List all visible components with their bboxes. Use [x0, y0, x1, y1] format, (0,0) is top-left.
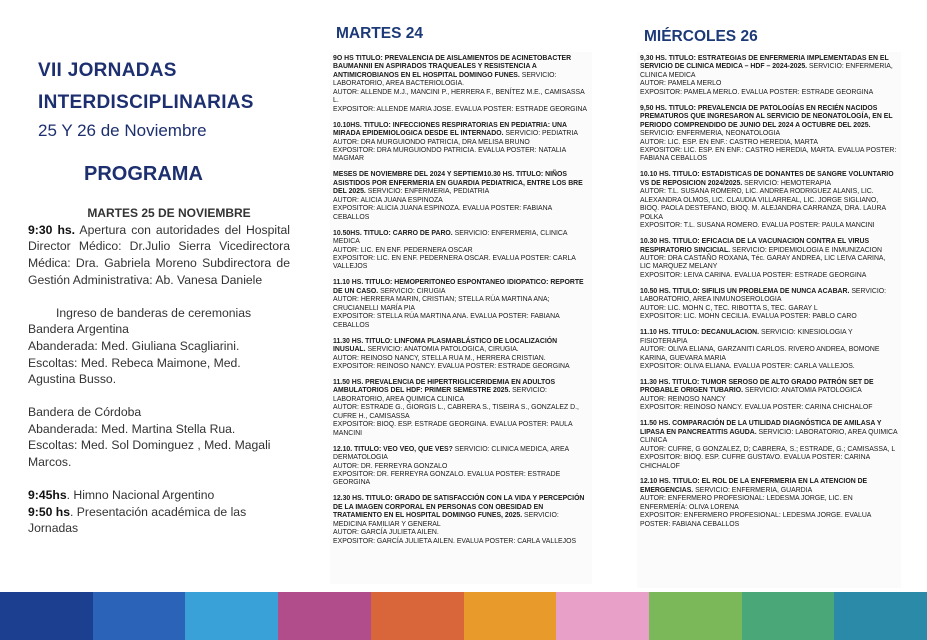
schedule-entry — [333, 446, 589, 488]
entry-title: 12.30 HS. TITULO: GRADO DE SATISFACCIÓN CON LA VIDA Y PERCEPCIÓN DE LA IMAGEN CORPORAL EN PERSONAS CON OBESIDAD EN TRATAMIENTO EN EL HOSPITAL DOMINGO FUNES, 2025. — [333, 495, 585, 520]
opening-text: Apertura con autoridades del Hospital Director Médico: Dr.Julio Sierra Vicedirectora Médica: Dra. Gabriela Moreno Subdirectora de Gestión Administrativa: Ab. Vanesa Daniele — [28, 222, 291, 287]
entry-title: 10.10 HS. TITULO: ESTADISTICAS DE DONANTES DE SANGRE VOLUNTARIO VS DE REPOSICION 2024/2025. — [640, 171, 894, 187]
subtitle-dates: 25 Y 26 de Noviembre — [38, 121, 207, 140]
entry-detail: AUTOR: ENFERMERO PROFESIONAL: LEDESMA JORGE, LIC. EN ENFERMERÍA: OLIVA LORENA — [640, 495, 853, 511]
entry-detail: SERVICIO: ANATOMIA PATOLOGICA, CIRUGIA. — [365, 346, 519, 354]
entry-detail: SERVICIO: LABORATORIO, AREA QUIMICA CLINICA — [333, 387, 547, 403]
title-line-2: INTERDISCIPLINARIAS — [38, 92, 254, 113]
left-program-block — [28, 205, 290, 537]
entry-detail: AUTOR: OLIVA ELIANA, GARZANITI CARLOS. RIVERO ANDREA, BOMONE KARINA, GUEVARA MARIA — [640, 346, 880, 362]
entry-detail: SERVICIO: ENFERMERIA, GUARDIA — [693, 486, 813, 494]
schedule-entry — [333, 279, 589, 330]
entry-detail: EXPOSITOR: STELLA RÚA MARTINA ANA. EVALUA POSTER: FABIANA CEBALLOS — [333, 313, 560, 329]
entry-detail: EXPOSITOR: DRA MURGUIONDO PATRICIA. EVALUA POSTER: NATALIA MAGMAR — [333, 147, 566, 163]
presentation-time: 9:50 hs — [28, 504, 71, 519]
miercoles-schedule — [637, 52, 901, 588]
entry-detail: EXPOSITOR: REINOSO NANCY. EVALUA POSTER: CARINA CHICHALOF — [640, 404, 873, 412]
entry-detail: AUTOR: GARCÍA JULIETA AILEN. — [333, 529, 439, 537]
entry-detail: EXPOSITOR: GARCÍA JULIETA AILEN. EVALUA POSTER: CARLA VALLEJOS — [333, 537, 577, 545]
entry-detail: SERVICIO: ENFERMERIA, NEONATOLOGIA — [640, 130, 781, 138]
flag-argentina: Bandera Argentina — [28, 322, 129, 337]
entry-detail: AUTOR: ALLENDE M.J., MANCINI P., HERRERA F., BENÍTEZ M.E., CAMISASSA L. — [333, 88, 585, 105]
escorts-cordoba: Escoltas: Med. Sol Dominguez , Med. Magali Marcos. — [28, 438, 271, 470]
entry-detail: SERVICIO: ENFERMERIA, CLINICA MEDICA — [640, 63, 893, 79]
stripe-segment — [649, 592, 742, 640]
entry-title: 10.50HS. TITULO: CARRO DE PARO. — [333, 229, 453, 237]
entry-detail: EXPOSITOR: BIOQ. ESP. CUFRE GUSTAVO. EVALUA POSTER: CARINA CHICHALOF — [640, 454, 870, 470]
decorative-color-stripe — [0, 592, 927, 640]
martes-schedule — [330, 52, 592, 584]
schedule-entry — [333, 495, 589, 546]
schedule-entry — [333, 55, 589, 114]
stripe-segment — [742, 592, 835, 640]
entry-detail: SERVICIO: LABORATORIO, AREA QUIMICA CLINICA — [640, 428, 898, 445]
entry-detail: AUTOR: LIC. ESP. EN ENF.: CASTRO HEREDIA, MARTA — [640, 138, 818, 146]
entry-detail: AUTOR: T.L. SUSANA ROMERO, LIC. ANDREA RODRIGUEZ ALANIS, LIC. ALEXANDRA OLMOS, LIC. CLAUDIA VILLARREAL, LIC. JORGE SIGLIANO, BIOQ. PAOLA DESTEFANO, BIOQ. M. ALEJANDRA CARRANZA, DRA. LAURA POLKA — [640, 188, 886, 221]
flags-intro: Ingreso de banderas de ceremonias — [56, 305, 252, 320]
title-line-1: VII JORNADAS — [38, 60, 177, 81]
entry-detail: EXPOSITOR: LIC. EN ENF. PEDERNERA OSCAR. EVALUA POSTER: CARLA VALLEJOS — [333, 255, 576, 271]
schedule-entry — [640, 420, 898, 471]
opening-time: 9:30 hs. — [28, 222, 76, 237]
schedule-entry — [640, 329, 898, 371]
entry-title: 11.50 HS. COMPARACIÓN DE LA UTILIDAD DIAGNÓSTICA DE AMILASA Y LIPASA EN PANCREATITIS AGUDA. — [640, 420, 882, 436]
entry-detail: SERVICIO: ANATOMIA PATOLOGICA — [742, 387, 862, 395]
entry-detail: EXPOSITOR: ALLENDE MARIA JOSE. EVALUA POSTER: ESTRADE GEORGINA — [333, 105, 588, 113]
entry-title: 11.30 HS. TITULO: LINFOMA PLASMABLÁSTICO DE LOCALIZACIÓN INUSUAL. — [333, 337, 558, 354]
date-heading: MARTES 25 DE NOVIEMBRE — [87, 206, 251, 220]
stripe-segment — [0, 592, 93, 640]
entry-detail: SERVICIO: CLINICA MEDICA, AREA DERMATOLOGIA — [333, 445, 569, 462]
entry-title: 10.10HS. TITULO: INFECCIONES RESPIRATORIAS EN PEDIATRIA: UNA MIRADA EPIDEMIOLOGICA DESDE EL INTERNADO. — [333, 121, 567, 138]
entry-title: 12.10. TITULO: VEO VEO, QUE VES? — [333, 445, 453, 453]
stripe-segment — [371, 592, 464, 640]
entry-detail: SERVICIO: MEDICINA FAMILIAR Y GENERAL — [333, 512, 559, 528]
stripe-segment — [278, 592, 371, 640]
presentation-text: . Presentación académica de las Jornadas — [28, 504, 247, 536]
entry-detail: SERVICIO: ENFERMERIA, PEDIATRIA — [365, 188, 490, 196]
entry-detail: EXPOSITOR: LIC. ESP. EN ENF.: CASTRO HEREDIA, MARTA. EVALUA POSTER: FABIANA CEBALLOS — [640, 147, 897, 163]
entry-detail: SERVICIO: PEDIATRIA — [503, 130, 578, 138]
entry-title: 11.30 HS. TITULO: TUMOR SEROSO DE ALTO GRADO PATRÓN SET DE PROBABLE ORIGEN TUBARIO. — [640, 378, 874, 395]
entry-detail: AUTOR: REINOSO NANCY, STELLA RUA M., HERRERA CRISTIAN. — [333, 354, 546, 362]
entry-detail: SERVICIO: LABORATORIO, AREA INMUNOSEROLOGIA — [640, 287, 887, 304]
flag-bearer-argentina: Abanderada: Med. Giuliana Scagliarini. — [28, 338, 240, 353]
schedule-entry — [640, 105, 898, 164]
entry-title: MESES DE NOVIEMBRE DEL 2024 Y SEPTIEM10.30 HS. TITULO: NIÑOS ASISTIDOS POR ENFERMERIA EN GUARDIA PEDIATRICA, ENTRE LOS BRE DEL 2025. — [333, 171, 583, 196]
schedule-entry — [333, 379, 589, 438]
entry-detail: EXPOSITOR: ENFERMERO PROFESIONAL: LEDESMA JORGE. EVALUA POSTER: FABIANA CEBALLOS — [640, 512, 872, 528]
entry-detail: AUTOR: PAMELA MERLO — [640, 80, 722, 88]
entry-title: 9,50 HS. TITULO: PREVALENCIA DE PATOLOGÍAS EN RECIÉN NACIDOS PREMATUROS QUE INGRESARON AL SERVICIO DE NEONATOLOGÍA, EN EL PERIODO COMPRENDIDO DE JUNIO DEL 2024 A OCTUBRE DEL 2025. — [640, 104, 893, 129]
anthem-text: . Himno Nacional Argentino — [66, 487, 215, 502]
schedule-entry — [640, 171, 898, 230]
programa-heading: PROGRAMA — [84, 163, 203, 185]
entry-detail: SERVICIO: EPIDEMIOLOGIA E INMUNIZACION — [730, 246, 882, 254]
anthem-line — [28, 487, 290, 504]
entry-detail: EXPOSITOR: LIC. MOHN CECILIA. EVALUA POSTER: PABLO CARO — [640, 313, 857, 321]
entry-title: 10.30 HS. TITULO: EFICACIA DE LA VACUNACION CONTRA EL VIRUS RESPIRATORIO SINCICIAL. — [640, 238, 870, 254]
miercoles-heading: MIÉRCOLES 26 — [644, 28, 758, 45]
entry-detail: AUTOR: ESTRADE G., GIORGIS L., CABRERA S., TISEIRA S., GONZALEZ D., CUFRE H., CAMISASSA — [333, 404, 579, 420]
stripe-segment — [556, 592, 649, 640]
entry-detail: EXPOSITOR: DR. FERREYRA GONZALO. EVALUA POSTER: ESTRADE GEORGINA — [333, 470, 561, 487]
flag-cordoba: Bandera de Córdoba — [28, 405, 142, 420]
schedule-entry — [640, 55, 898, 97]
entry-detail: EXPOSITOR: BIOQ. ESP. ESTRADE GEORGINA. EVALUA POSTER: PAULA MANCINI — [333, 421, 573, 437]
entry-detail: AUTOR: DR. FERREYRA GONZALO — [333, 462, 448, 470]
schedule-entry — [333, 171, 589, 222]
entry-detail: AUTOR: LIC. MOHN C, TEC. RIBOTTA S, TEC. GARAY L — [640, 304, 818, 312]
martes-heading: MARTES 24 — [336, 25, 423, 42]
entry-title: 11.10 HS. TITULO: DECANULACION. — [640, 329, 760, 337]
entry-detail: EXPOSITOR: ALICIA JUANA ESPINOZA. EVALUA POSTER: FABIANA CEBALLOS — [333, 205, 552, 221]
entry-detail: AUTOR: DRA CASTAÑO ROXANA, Téc. GARAY ANDREA, LIC LEIVA CARINA, LIC MARQUEZ MELANY — [640, 255, 886, 271]
schedule-entry — [640, 478, 898, 529]
anthem-time: 9:45hs — [28, 487, 67, 502]
stripe-segment — [93, 592, 186, 640]
opening-paragraph — [28, 222, 290, 289]
stripe-segment — [464, 592, 557, 640]
schedule-entry — [333, 230, 589, 272]
entry-detail: EXPOSITOR: LEIVA CARINA. EVALUA POSTER: ESTRADE GEORGINA — [640, 271, 867, 279]
entry-detail: EXPOSITOR: REINOSO NANCY. EVALUA POSTER: ESTRADE GEORGINA — [333, 363, 570, 370]
entry-detail: AUTOR: ALICIA JUANA ESPINOZA — [333, 196, 443, 204]
entry-detail: AUTOR: LIC. EN ENF. PEDERNERA OSCAR — [333, 246, 473, 254]
entry-detail: AUTOR: REINOSO NANCY — [640, 395, 726, 403]
flag-bearer-cordoba: Abanderada: Med. Martina Stella Rua. — [28, 421, 236, 436]
schedule-entry — [640, 238, 898, 280]
schedule-entry — [333, 338, 589, 372]
presentation-line — [28, 504, 290, 537]
entry-detail: EXPOSITOR: OLIVA ELIANA. EVALUA POSTER: CARLA VALLEJOS. — [640, 363, 855, 370]
entry-detail: SERVICIO: CIRUGIA — [378, 287, 446, 295]
entry-title: 11.10 HS. TITULO: HEMOPERITONEO ESPONTANEO IDIOPATICO: REPORTE DE UN CASO. — [333, 279, 584, 295]
entry-title: 11.50 HS. PREVALENCIA DE HIPERTRIGLICERIDEMIA EN ADULTOS AMBULATORIOS DEL HDF: PRIMER SEMESTRE 2025. — [333, 378, 556, 395]
stripe-segment — [834, 592, 927, 640]
schedule-entry — [640, 379, 898, 413]
entry-detail: EXPOSITOR: PAMELA MERLO. EVALUA POSTER: ESTRADE GEORGINA — [640, 88, 874, 96]
schedule-entry — [640, 288, 898, 322]
entry-detail: AUTOR: DRA MURGUIONDO PATRICIA, DRA MELISA BRUNO — [333, 138, 530, 146]
entry-detail: AUTOR: CUFRE, G GONZALEZ, D; CABRERA, S.; ESTRADE, G.; CAMISASSA, L — [640, 445, 896, 453]
entry-detail: SERVICIO: KINESIOLOGIA Y FISIOTERAPIA — [640, 329, 853, 345]
entry-detail: SERVICIO: ENFERMERIA, CLINICA MEDICA — [333, 229, 568, 246]
entry-detail: AUTOR: HERRERA MARIN, CRISTIAN; STELLA RÚA MARTINA ANA; CRUCIANELLI MARÍA PIA — [333, 296, 550, 312]
entry-title: 9,30 HS. TITULO: ESTRATEGIAS DE ENFERMERIA IMPLEMENTADAS EN EL SERVICIO DE CLINICA MEDICA – HDF – 2024-2025. — [640, 55, 889, 71]
entry-title: 9O HS TITULO: PREVALENCIA DE AISLAMIENTOS DE ACINETOBACTER BAUMANNII EN ASPIRADOS TRAQUEALES Y RESISTENCIA A ANTIMICROBIANOS EN EL HOSPITAL DOMINGO FUNES. — [333, 55, 572, 79]
stripe-segment — [185, 592, 278, 640]
schedule-entry — [333, 122, 589, 164]
entry-title: 10.50 HS. TITULO: SIFILIS UN PROBLEMA DE NUNCA ACABAR. — [640, 287, 850, 295]
entry-title: 12.10 HS. TITULO: EL ROL DE LA ENFERMERIA EN LA ATENCION DE EMERGENCIAS. — [640, 478, 868, 494]
entry-detail: SERVICIO: LABORATORIO, AREA BACTERIOLOGIA. — [333, 71, 557, 88]
escorts-argentina: Escoltas: Med. Rebeca Maimone, Med. Agustina Busso. — [28, 355, 241, 387]
entry-detail: SERVICIO: HEMOTERAPIA — [742, 179, 831, 187]
entry-detail: EXPOSITOR: T.L. SUSANA ROMERO. EVALUA POSTER: PAULA MANCINI — [640, 222, 875, 230]
